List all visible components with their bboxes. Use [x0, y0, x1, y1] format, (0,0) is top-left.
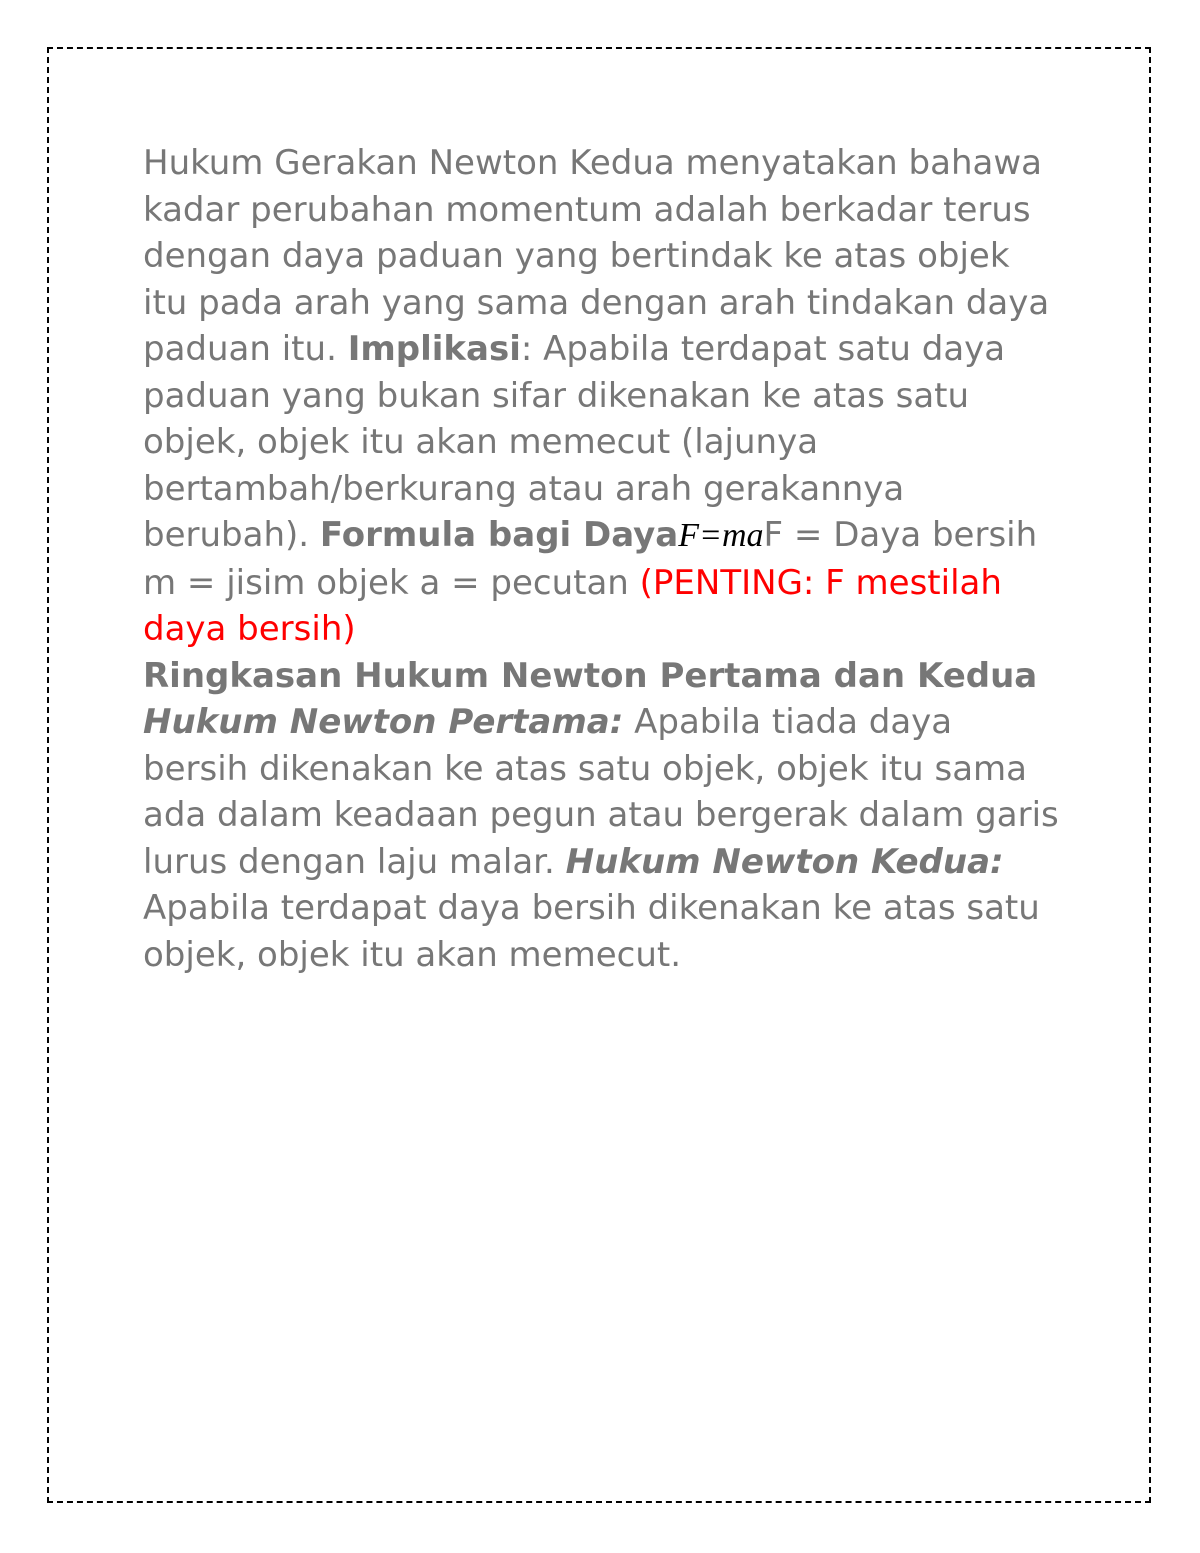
formula-equation: F=ma: [678, 517, 764, 554]
document-body: [143, 140, 1063, 978]
formula-text: F = Daya bersih m = jisim objek a = pecutan: [143, 515, 1038, 603]
summary-heading: Ringkasan Hukum Newton Pertama dan Kedua: [143, 655, 1038, 696]
second-law-text: Apabila terdapat daya bersih dikenakan ke atas satu objek, objek itu akan memecut.: [143, 888, 1040, 975]
intro-text: Hukum Gerakan Newton Kedua menyatakan bahawa kadar perubahan momentum adalah berkadar terus dengan daya paduan yang bertindak ke atas objek itu pada arah yang sama dengan arah tindakan daya paduan itu.: [143, 143, 1050, 369]
implikasi-text: : Apabila terdapat satu daya paduan yang bukan sifar dikenakan ke atas satu objek, objek itu akan memecut (lajunya bertambah/berkurang atau arah gerakannya berubah).: [143, 329, 1006, 555]
formula-label: Formula bagi Daya: [319, 515, 679, 555]
first-law-label: Hukum Newton Pertama:: [143, 702, 624, 742]
first-law-text: Apabila tiada daya bersih dikenakan ke atas satu objek, objek itu sama ada dalam keadaan pegun atau bergerak dalam garis lurus dengan laju malar.: [143, 702, 1059, 882]
newton-second-law-paragraph: [143, 140, 1063, 653]
second-law-label: Hukum Newton Kedua:: [565, 841, 1004, 882]
penting-note: (PENTING: F mestilah daya bersih): [143, 562, 1002, 649]
laws-summary-paragraph: [143, 699, 1063, 978]
implikasi-label: Implikasi: [347, 329, 521, 369]
